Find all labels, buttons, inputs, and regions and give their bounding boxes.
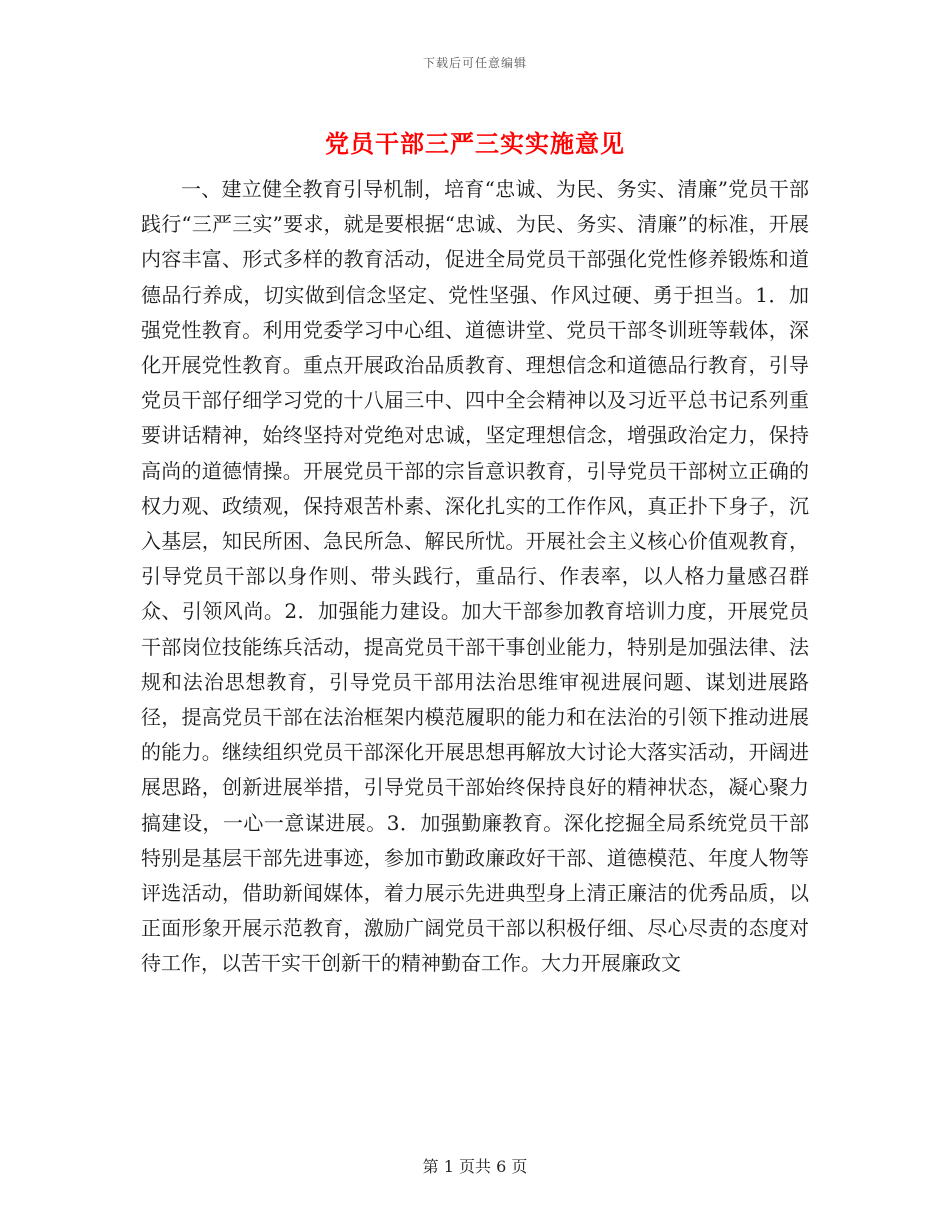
- document-title: 党员干部三严三实实施意见: [325, 129, 625, 159]
- body-paragraph: 一、建立健全教育引导机制，培育“忠诚、为民、务实、清廉”党员干部践行“三严三实”要求，就是要根据“忠诚、为民、务实、清廉”的标准，开展内容丰富、形式多样的教育活动，促进全局党员干部强化党性修养锻炼和道德品行养成，切实做到信念坚定、党性坚强、作风过硬、勇于担当。1．加强党性教育。利用党委学习中心组、道德讲堂、党员干部冬训班等载体，深化开展党性教育。重点开展政治品质教育、理想信念和道德品行教育，引导党员干部仔细学习党的十八届三中、四中全会精神以及习近平总书记系列重要讲话精神，始终坚持对党绝对忠诚，坚定理想信念，增强政治定力，保持高尚的道德情操。开展党员干部的宗旨意识教育，引导党员干部树立正确的权力观、政绩观，保持艰苦朴素、深化扎实的工作作风，真正扑下身子，沉入基层，知民所困、急民所急、解民所忧。开展社会主义核心价值观教育，引导党员干部以身作则、带头践行，重品行、作表率，以人格力量感召群众、引领风尚。2．加强能力建设。加大干部参加教育培训力度，开展党员干部岗位技能练兵活动，提高党员干部干事创业能力，特别是加强法律、法规和法治思想教育，引导党员干部用法治思维审视进展问题、谋划进展路径，提高党员干部在法治框架内模范履职的能力和在法治的引领下推动进展的能力。继续组织党员干部深化开展思想再解放大讨论大落实活动，开阔进展思路，创新进展举措，引导党员干部始终保持良好的精神状态，凝心聚力搞建设，一心一意谋进展。3．加强勤廉教育。深化挖掘全局系统党员干部特别是基层干部先进事迹，参加市勤政廉政好干部、道德模范、年度人物等评选活动，借助新闻媒体，着力展示先进典型身上清正廉洁的优秀品质，以正面形象开展示范教育，激励广阔党员干部以积极仔细、尽心尽责的态度对待工作，以苦干实干创新干的精神勤奋工作。大力开展廉政文: [141, 177, 809, 976]
- page-footer: 第 1 页共 6 页: [422, 1157, 528, 1176]
- header-note: 下载后可任意编辑: [422, 56, 527, 70]
